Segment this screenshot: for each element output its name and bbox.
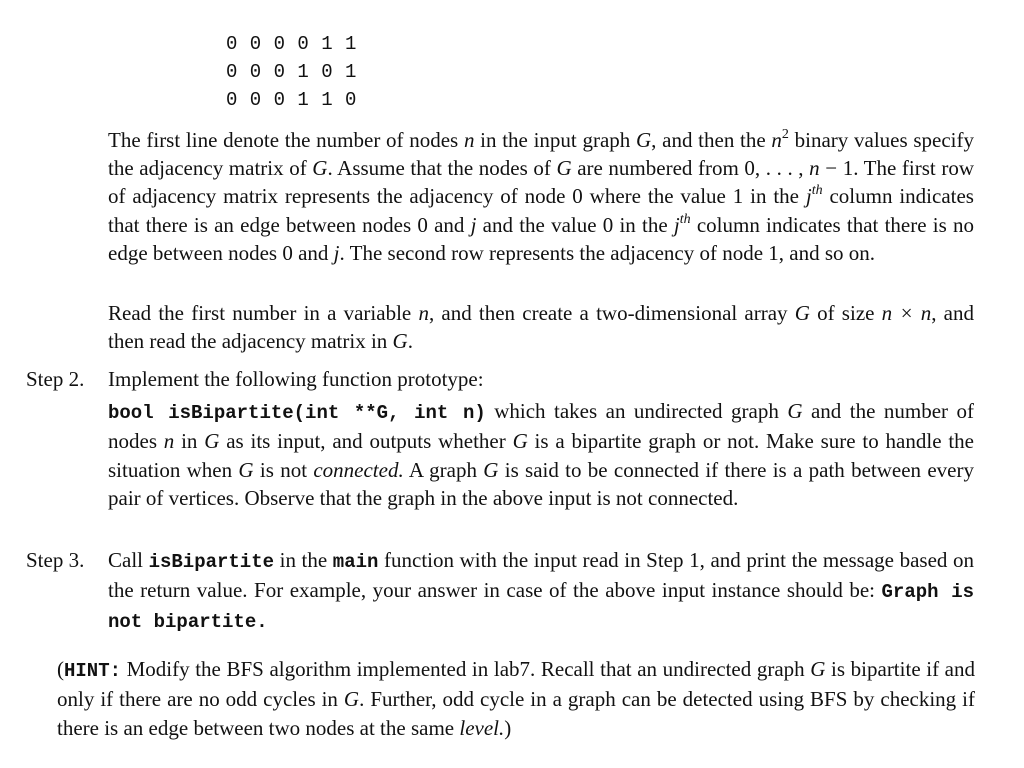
step-2-label: Step 2. [26, 367, 85, 391]
isbipartite-code: isBipartite [148, 551, 275, 573]
expected-output-code: Graph is not bipartite. [108, 581, 975, 634]
matrix-row: 0 0 0 0 1 1 [226, 33, 357, 55]
adjacency-matrix [226, 30, 357, 114]
hint-paragraph: (HINT: Modify the BFS algorithm implemented in lab7. Recall that an undirected graph G is bipartite if and only if there are no odd cycles in G. Further, odd cycle in a graph can be detected using BFS by checking if there is an edge between two nodes at the same level.) [57, 657, 975, 740]
main-code: main [332, 551, 379, 573]
step-2-body: Implement the following function prototype: bool isBipartite(int **G, int n) which takes an undirected graph G and the number of nodes n in G as its input, and outputs whether G is a bipartite graph or not. Make sure to handle the situation when G is not connected. A graph G is said to be connected if there is a path between every pair of vertices. Observe that the graph in the above input is not connected. [108, 367, 974, 510]
function-prototype-code: bool isBipartite(int **G, int n) [108, 402, 486, 425]
step-3-label: Step 3. [26, 548, 85, 572]
intro-paragraph: The first line denote the number of nodes n in the input graph G, and then the $n^2$ binary values specify the adjacency matrix of G. Assume that the nodes of G are numbered from 0, . . . , n − 1. The first row of adjacency matrix represents the adjacency of node 0 where the value 1 in the $j^{th}$ column indicates that there is an edge between nodes 0 and j and the value 0 in the $j^{th}$ column indicates that there is no edge between nodes 0 and j. The second row represents the adjacency of node 1, and so on. [108, 127, 975, 265]
matrix-row: 0 0 0 1 0 1 [226, 61, 357, 83]
read-input-paragraph: Read the first number in a variable n, and then create a two-dimensional array G of size n × n, and then read the adjacency matrix in G. [108, 301, 975, 354]
hint-label: HINT: [64, 660, 122, 682]
matrix-row: 0 0 0 1 1 0 [226, 89, 357, 111]
step-3-body: Call isBipartite in the main function with the input read in Step 1, and print the message based on the return value. For example, your answer in case of the above input instance should be: Graph is not bipartite. [108, 548, 975, 634]
